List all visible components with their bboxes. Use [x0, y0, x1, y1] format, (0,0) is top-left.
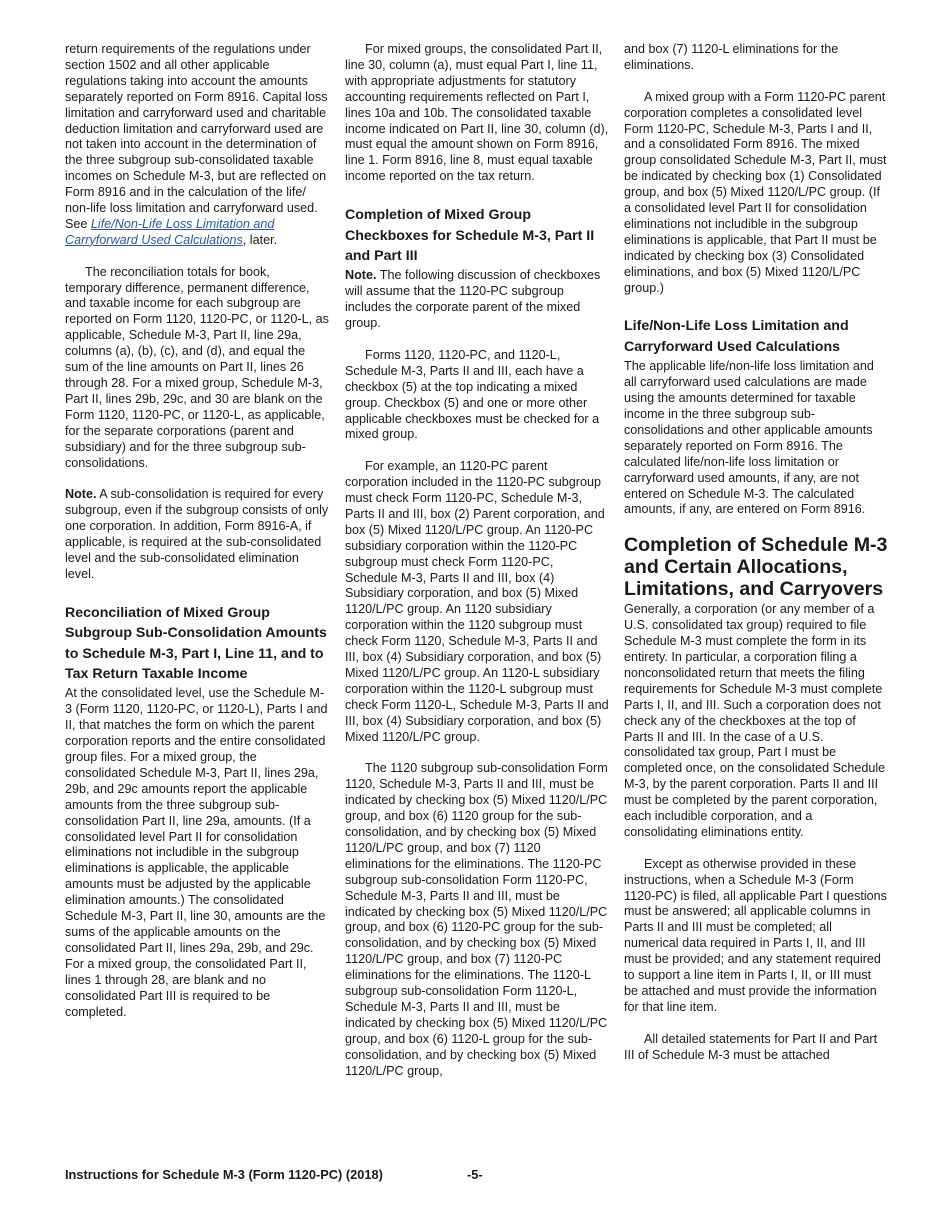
paragraph: At the consolidated level, use the Schedule M-3 (Form 1120, 1120-PC, or 1120-L), Parts I and II, that matches the form on which the parent corporation reports and the entire consolidated group files. For a mixed group, the consolidated Schedule M-3, Part II, lines 29a, 29b, and 29c amounts report the applicable amounts from the three subgroup sub-consolidation Part II, line 29a, amounts. (If a consolidated level Part II for consolidation eliminations not includible in the subgroup eliminations is applicable, the applicable amounts must be adjusted by the applicable elimination amounts.) The consolidated Schedule M-3, Part II, line 30, amounts are the sums of the applicable amounts on the consolidated Part II, lines 29a, 29b, and 29c. For a mixed group, the consolidated Part II, lines 1 through 28, are blank and no consolidated Part III is required to be completed.: [65, 686, 328, 1019]
column-right: [624, 42, 888, 1079]
page-number: -5-: [467, 1167, 483, 1182]
major-heading: Completion of Schedule M-3 and Certain Allocations, Limitations, and Carryovers: [624, 534, 888, 601]
note-paragraph: [345, 268, 609, 332]
paragraph: Forms 1120, 1120-PC, and 1120-L, Schedule M-3, Parts II and III, each have a checkbox (5) at the top indicating a mixed group. Checkbox (5) and one or more other applicable checkboxes must be checked for a mixed group.: [345, 347, 600, 442]
note-text: The following discussion of checkboxes will assume that the 1120-PC subgroup includes the corporate parent of the mixed group.: [345, 268, 601, 331]
paragraph: The 1120 subgroup sub-consolidation Form 1120, Schedule M-3, Parts II and III, must be indicated by checking box (5) Mixed 1120/L/PC group, and box (6) 1120 group for the sub-consolidation, and by checking box (5) Mixed 1120/L/PC group, and box (7) 1120 eliminations for the eliminations. The 1120-PC subgroup sub-consolidation Form 1120-PC, Schedule M-3, Parts II and III, must be indicated by checking box (5) Mixed 1120/L/PC group, and box (6) 1120-PC group for the sub-consolidation, and by checking box (5) Mixed 1120/L/PC group, and box (7) 1120-PC eliminations for the eliminations. The 1120-L subgroup sub-consolidation Form 1120-L, Schedule M-3, Parts II and III, must be indicated by checking box (5) Mixed 1120/L/PC group, and box (6) 1120-L group for the sub-consolidation, and by checking box (5) Mixed 1120/L/PC group,: [345, 761, 608, 1078]
paragraph-text: , later.: [242, 232, 278, 247]
paragraph: For example, an 1120-PC parent corporation included in the 1120-PC subgroup must check Form 1120-PC, Schedule M-3, Parts II and III, box (2) Parent corporation, and box (5) Mixed 1120/L/PC group. An 1120-PC subsidiary corporation within the 1120-PC subgroup must check Form 1120-PC, Schedule M-3, Parts II and III, box (4) Subsidiary corporation, and box (5) Mixed 1120/L/PC group. An 1120 subsidiary corporation within the 1120 subgroup must check Form 1120, Schedule M-3, Parts II and III, box (4) Subsidiary corporation, and box (5) Mixed 1120/L/PC group. An 1120-L subsidiary corporation within the 1120-L subgroup must check Form 1120-L, Schedule M-3, Parts II and III, box (4) Subsidiary corporation, and box (5) Mixed 1120/L/PC group.: [345, 459, 609, 744]
section-heading: Completion of Mixed Group Checkboxes for Schedule M-3, Part II and Part III: [345, 207, 595, 264]
note-paragraph: [65, 487, 329, 582]
paragraph: A mixed group with a Form 1120-PC parent corporation completes a consolidated level Form 1120-PC, Schedule M-3, Parts I and II, and a consolidated Form 8916. The mixed group consolidated Schedule M-3, Part II, must be indicated by checking box (1) Consolidated group, and box (5) Mixed 1120/L/PC group. (If a consolidated level Part II for consolidation eliminations not includible in the subgroup eliminations is applicable, that Part II must be indicated by checking box (3) Consolidated eliminations, and box (5) Mixed 1120/L/PC group.): [624, 89, 887, 295]
page-footer: [65, 1167, 483, 1182]
column-middle: [345, 42, 609, 1095]
paragraph: [65, 42, 329, 249]
note-label: Note.: [345, 268, 377, 283]
paragraph: The applicable life/non-life loss limitation and all carryforward used calculations are made using the amounts determined for taxable income in the three subgroup sub-consolidations and other applicable amounts separately reported on Form 8916. The calculated life/non-life loss limitation or carryforward used amounts, if any, are not entered on Schedule M-3. The calculated amounts, if any, are entered on Form 8916.: [624, 359, 874, 517]
paragraph: and box (7) 1120-L eliminations for the eliminations.: [624, 42, 839, 72]
footer-title: Instructions for Schedule M-3 (Form 1120-PC) (2018): [65, 1167, 383, 1182]
paragraph-text: return requirements of the regulations under section 1502 and all other applicable regulations taking into account the amounts separately reported on Form 8916. Capital loss limitation and carryforward used and charitable deduction limitation and carryforward used are not taken into account in the determination of the three subgroup sub-consolidated taxable incomes on Schedule M-3, but are reflected on Form 8916 and in the calculation of the life/ non-life loss limitation and carryforward used. See: [65, 42, 328, 231]
note-label: Note.: [65, 487, 97, 502]
paragraph: Generally, a corporation (or any member of a U.S. consolidated tax group) required to file Schedule M-3 must complete the form in its entirety. In particular, a corporation filing a nonconsolidated return that meets the filing requirements for Schedule M-3 must complete Parts I, II, and III. Such a corporation does not check any of the checkboxes at the top of Parts II and III. In the case of a U.S. consolidated tax group, Part I must be completed once, on the consolidated Schedule M-3, by the parent corporation. Parts II and III must be completed by the parent corporation, each includible corporation, and a consolidating eliminations entity.: [624, 602, 886, 839]
section-heading: Life/Non-Life Loss Limitation and Carryforward Used Calculations: [624, 318, 849, 355]
paragraph: The reconciliation totals for book, temporary difference, permanent difference, and taxable income for each subgroup are reported on Form 1120, 1120-PC, or 1120-L, as applicable, Schedule M-3, Part II, line 29a, columns (a), (b), (c), and (d), and equal the sum of the line amounts on Part II, lines 26 through 28. For a mixed group, Schedule M-3, Part II, lines 29b, 29c, and 30 are blank on the Form 1120, 1120-PC, or 1120-L, as applicable, for the separate corporations (parent and subsidiary) and for the three subgroup sub-consolidations.: [65, 264, 329, 470]
column-left: [65, 42, 329, 1036]
paragraph: All detailed statements for Part II and Part III of Schedule M-3 must be attached: [624, 1031, 878, 1062]
section-heading: Reconciliation of Mixed Group Subgroup Sub-Consolidation Amounts to Schedule M-3, Part I, Line 11, and to Tax Return Taxable Income: [65, 604, 327, 682]
life-non-life-calculations-link[interactable]: Life/Non-Life Loss Limitation and Carryforward Used Calculations: [65, 216, 275, 247]
paragraph: For mixed groups, the consolidated Part II, line 30, column (a), must equal Part I, line 11, with appropriate adjustments for statutory accounting requirements reflected on Part I, lines 10a and 10b. The consolidated taxable income indicated on Part II, line 30, column (d), must equal the amount shown on Form 8916, line 1. Form 8916, line 8, must equal taxable income reported on the tax return.: [345, 42, 609, 184]
note-text: A sub-consolidation is required for every subgroup, even if the subgroup consists of only one corporation. In addition, Form 8916-A, if applicable, is required at the sub-consolidated level and the sub-consolidated elimination level.: [65, 487, 329, 581]
paragraph: Except as otherwise provided in these instructions, when a Schedule M-3 (Form 1120-PC) is filed, all applicable Part I questions must be answered; all applicable columns in Parts II and III must be completed; all numerical data required in Parts I, II, and III must be provided; and any statement required to support a line item in Parts I, II, or III must be attached and must provide the information for that line item.: [624, 856, 887, 1014]
